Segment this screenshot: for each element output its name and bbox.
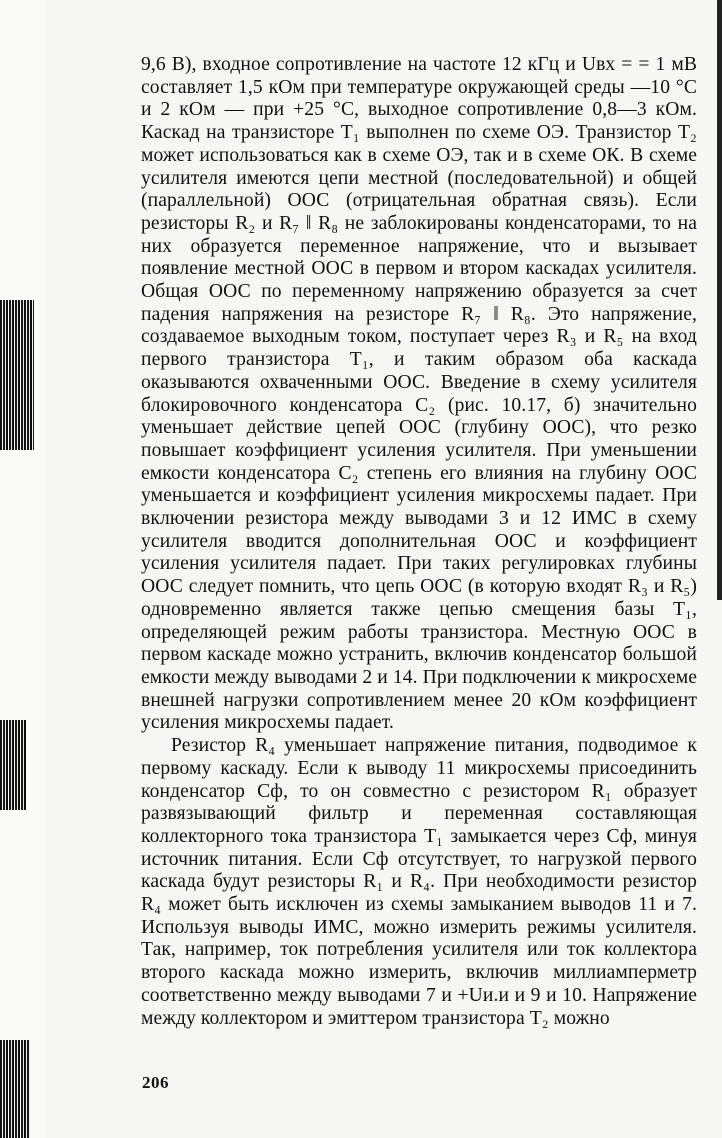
page-body: [141, 54, 697, 1030]
page-number: 206: [142, 1073, 169, 1092]
scan-binding-shadow: [0, 720, 26, 810]
paragraph: 9,6 В), входное сопротивление на частоте 12 кГц и Uвх = = 1 мВ составляет 1,5 кОм при температуре окружающей среды —10 °С и 2 кОм — при +25 °С, выходное сопротивление 0,8—3 кОм. Каскад на транзисторе T₁ выполнен по схеме ОЭ. Транзистор T₂ может использоваться как в схеме ОЭ, так и в схеме ОК. В схеме усилителя имеются цепи местной (последовательной) и общей (параллельной) ООС (отрицательная обратная связь). Если резисторы R₂ и R₇ ‖ R₈ не заблокированы конденсаторами, то на них образуется переменное напряжение, что и вызывает появление местной ООС в первом и втором каскадах усилителя. Общая ООС по переменному напряжению образуется за счет падения напряжения на резисторе R₇ ‖ R₈. Это напряжение, создаваемое выходным током, поступает через R₃ и R₅ на вход первого транзистора T₁, и таким образом оба каскада оказываются охваченными ООС. Введение в схему усилителя блокировочного конденсатора C₂ (рис. 10.17, б) значительно уменьшает действие цепей ООС (глубину ООС), что резко повышает коэффициент усиления усилителя. При уменьшении емкости конденсатора C₂ степень его влияния на глубину ООС уменьшается и коэффициент усиления микросхемы падает. При включении резистора между выводами 3 и 12 ИМС в схему усилителя вводится дополнительная ООС и коэффициент усиления усилителя падает. При таких регулировках глубины ООС следует помнить, что цепь ООС (в которую входят R₃ и R₅) одновременно является также цепью смещения базы T₁, определяющей режим работы транзистора. Местную ООС в первом каскаде можно устранить, включив конденсатор большой емкости между выводами 2 и 14. При подключении к микросхеме внешней нагрузки сопротивлением менее 20 кОм коэффициент усиления микросхемы падает.: [141, 54, 697, 734]
paragraph: Резистор R₄ уменьшает напряжение питания, подводимое к первому каскаду. Если к выводу 11 микросхемы присоединить конденсатор Cф, то он совместно с резистором R₁ образует развязывающий фильтр и переменная составляющая коллекторного тока транзистора T₁ замыкается через Cф, минуя источник питания. Если Cф отсутствует, то нагрузкой первого каскада будут резисторы R₁ и R₄. При необходимости резистор R₄ может быть исключен из схемы замыканием выводов 11 и 7. Используя выводы ИМС, можно измерить режимы усилителя. Так, например, ток потребления усилителя или ток коллектора второго каскада можно измерить, включив миллиамперметр соответственно между выводами 7 и +Uи.и и 9 и 10. Напряжение между коллектором и эмиттером транзистора T₂ можно: [141, 735, 697, 1029]
scan-left-margin: [0, 0, 46, 1138]
scan-right-edge: [717, 0, 722, 600]
scan-binding-shadow: [0, 1040, 30, 1138]
scan-binding-shadow: [0, 300, 34, 450]
